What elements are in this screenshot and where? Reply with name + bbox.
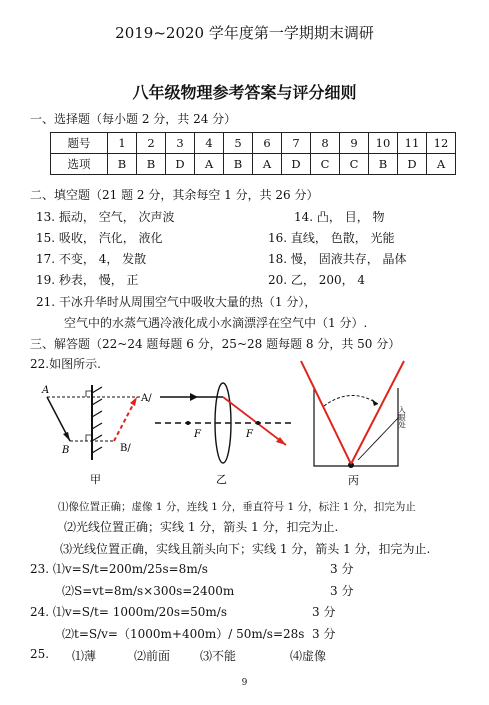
question-number: 5 — [224, 133, 253, 154]
q24-part1-score: 3 分 — [312, 605, 336, 619]
q23-part2-score: 3 分 — [330, 584, 354, 598]
document-subtitle: 八年级物理参考答案与评分细则 — [132, 83, 357, 102]
figure-yi — [150, 375, 300, 490]
q21-line2: 空气中的水蒸气遇冷液化成小水滴漂浮在空气中（1 分）. — [64, 316, 368, 330]
label-f-right: F — [246, 429, 253, 440]
label-b-prime: B/ — [120, 443, 131, 454]
figure-caption-jia: 甲 — [90, 473, 101, 486]
red-ray-right — [351, 361, 407, 464]
label-a-prime: A/ — [141, 393, 152, 404]
fill-answer-right: 18. 慢， 固液共存， 晶体 — [268, 252, 407, 266]
answer-cell: A — [427, 154, 456, 175]
table-row-numbers — [51, 133, 456, 154]
refracted-ray — [223, 397, 286, 445]
fill-answer-left: 13. 振动， 空气， 次声波 — [36, 210, 175, 224]
document-title: 2019~2020 学年度第一学期期末调研 — [115, 24, 374, 42]
page-number: 9 — [241, 678, 248, 688]
question-number: 12 — [427, 133, 456, 154]
note-3: ⑶光线位置正确，实线且箭头向下；实线 1 分，箭头 1 分，扣完为止. — [60, 542, 431, 556]
q23-part1: 23. ⑴v=S/t=200m/25s=8m/s — [30, 562, 208, 576]
fill-answer-left: 19. 秒表， 慢， 正 — [36, 273, 139, 287]
answer-cell: B — [108, 154, 137, 175]
dashed-arc — [324, 395, 378, 406]
q25-part1: ⑴薄 — [72, 649, 97, 663]
q25-part4: ⑷虚像 — [290, 649, 327, 663]
question-number: 8 — [311, 133, 340, 154]
q21-line1: 21. 干冰升华时从周围空气中吸收大量的热（1 分）， — [36, 295, 317, 309]
q24-part1: 24. ⑴v=S/t= 1000m/20s=50m/s — [30, 605, 227, 619]
table-label-number: 题号 — [51, 133, 108, 154]
question-number: 10 — [369, 133, 398, 154]
figure-bing — [296, 356, 446, 492]
note-1: ⑴像位置正确；虚像 1 分，连线 1 分，垂直符号 1 分，标注 1 分，扣完为止 — [58, 501, 416, 513]
q25-part3: ⑶不能 — [200, 649, 237, 663]
q25-label: 25. — [30, 647, 50, 661]
section1-heading: 一、选择题（每小题 2 分，共 24 分） — [30, 112, 237, 126]
fill-answer-right: 14. 凸， 目， 物 — [294, 210, 385, 224]
section3-heading: 三、解答题（22~24 题每题 6 分，25~28 题每题 8 分，共 50 分） — [30, 337, 401, 351]
table-label-answer: 选项 — [51, 154, 108, 175]
question-number: 9 — [340, 133, 369, 154]
q24-part2: ⑵t=S/v=（1000m+400m）/ 50m/s=28s — [62, 627, 305, 641]
fill-answer-left: 17. 不变， 4， 发散 — [36, 252, 147, 266]
label-f-left: F — [194, 429, 201, 440]
answer-cell: D — [398, 154, 427, 175]
figure-caption-bing: 丙 — [348, 474, 359, 487]
question-number: 4 — [195, 133, 224, 154]
q25-part2: ⑵前面 — [134, 649, 171, 663]
question-number: 7 — [282, 133, 311, 154]
answer-cell: D — [166, 154, 195, 175]
q24-part2-score: 3 分 — [312, 627, 336, 641]
note-2: ⑵光线位置正确；实线 1 分，箭头 1 分，扣完为止. — [64, 520, 339, 534]
focal-point-right — [256, 421, 260, 425]
question-number: 2 — [137, 133, 166, 154]
arc-arrowhead — [372, 399, 378, 406]
figure-caption-yi: 乙 — [216, 473, 227, 486]
fill-answer-right: 20. 乙， 200， 4 — [268, 273, 366, 287]
answer-cell: D — [282, 154, 311, 175]
answer-cell: B — [137, 154, 166, 175]
question-number: 6 — [253, 133, 282, 154]
incident-ray-arrowhead — [190, 393, 198, 401]
question-number: 11 — [398, 133, 427, 154]
red-ray-left — [301, 361, 351, 464]
table-row-answers — [51, 154, 456, 175]
answer-cell: C — [311, 154, 340, 175]
q23-part1-score: 3 分 — [330, 562, 354, 576]
answer-cell: C — [340, 154, 369, 175]
answer-cell: A — [253, 154, 282, 175]
q23-part2: ⑵S=vt=8m/s×300s=2400m — [62, 584, 235, 598]
question-number: 1 — [108, 133, 137, 154]
question-number: 3 — [166, 133, 195, 154]
answer-cell: B — [369, 154, 398, 175]
fill-answer-right: 16. 直线， 色散， 光能 — [268, 231, 395, 245]
label-a: A — [42, 385, 50, 396]
fill-answer-left: 15. 吸收， 汽化， 液化 — [36, 231, 163, 245]
figure-jia — [30, 375, 160, 490]
answer-cell: A — [195, 154, 224, 175]
virtual-image-arrowhead — [130, 397, 137, 406]
q22-intro: 22.如图所示. — [30, 357, 101, 371]
answer-cell: B — [224, 154, 253, 175]
section2-heading: 二、填空题（21 题 2 分，其余每空 1 分，共 26 分） — [30, 188, 319, 202]
answer-table — [50, 132, 456, 175]
label-b: B — [62, 445, 70, 456]
focal-point-left — [186, 421, 190, 425]
label-eye-position: 入眼处 — [397, 406, 407, 429]
object-arrowhead — [63, 432, 70, 441]
